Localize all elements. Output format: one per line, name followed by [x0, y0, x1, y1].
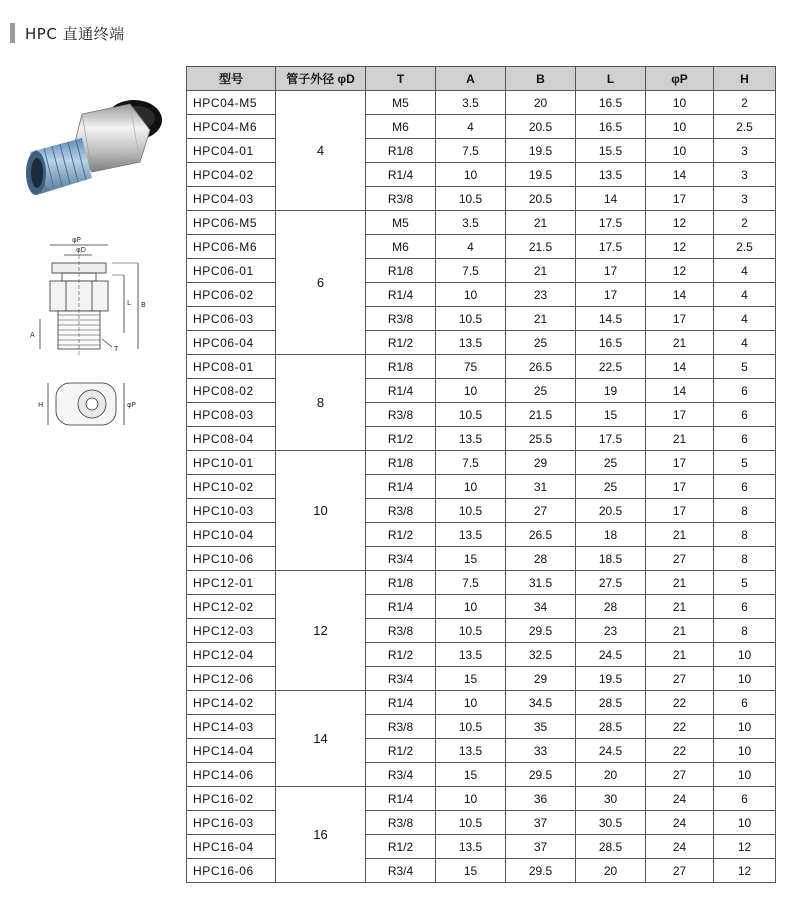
- cell-A: 15: [436, 763, 506, 787]
- cell-T: R3/4: [366, 547, 436, 571]
- cell-H: 10: [714, 763, 776, 787]
- table-row: [187, 643, 776, 667]
- cell-phiP: 21: [646, 427, 714, 451]
- cell-L: 16.5: [576, 91, 646, 115]
- cell-tube-diameter: 4: [276, 91, 366, 211]
- cell-T: M5: [366, 211, 436, 235]
- cell-H: 6: [714, 379, 776, 403]
- table-row: [187, 499, 776, 523]
- cell-T: R1/2: [366, 331, 436, 355]
- cell-phiP: 21: [646, 571, 714, 595]
- cell-A: 10: [436, 475, 506, 499]
- cell-H: 2: [714, 211, 776, 235]
- cell-phiP: 21: [646, 643, 714, 667]
- cell-T: M6: [366, 115, 436, 139]
- cell-B: 26.5: [506, 355, 576, 379]
- cell-L: 16.5: [576, 331, 646, 355]
- cell-L: 17.5: [576, 211, 646, 235]
- page-title: [10, 22, 125, 44]
- cell-H: 10: [714, 667, 776, 691]
- cell-H: 10: [714, 715, 776, 739]
- cell-model: HPC14-04: [187, 739, 276, 763]
- table-row: [187, 451, 776, 475]
- cell-L: 23: [576, 619, 646, 643]
- table-row: [187, 403, 776, 427]
- table-row: [187, 835, 776, 859]
- table-row: [187, 355, 776, 379]
- table-row: [187, 91, 776, 115]
- title-text: HPC 直通终端: [25, 24, 125, 43]
- cell-model: HPC06-02: [187, 283, 276, 307]
- cell-model: HPC12-01: [187, 571, 276, 595]
- cell-A: 7.5: [436, 571, 506, 595]
- cell-L: 22.5: [576, 355, 646, 379]
- cell-phiP: 12: [646, 211, 714, 235]
- cell-B: 25: [506, 379, 576, 403]
- cell-T: M6: [366, 235, 436, 259]
- cell-model: HPC04-01: [187, 139, 276, 163]
- cell-T: R1/2: [366, 523, 436, 547]
- table-row: [187, 691, 776, 715]
- cell-H: 3: [714, 187, 776, 211]
- cell-B: 37: [506, 835, 576, 859]
- cell-model: HPC08-01: [187, 355, 276, 379]
- dim-label-phiP: φP: [72, 236, 81, 244]
- cell-tube-diameter: 6: [276, 211, 366, 355]
- cell-A: 13.5: [436, 835, 506, 859]
- cell-L: 24.5: [576, 643, 646, 667]
- cell-model: HPC16-03: [187, 811, 276, 835]
- dim-label-B: B: [141, 301, 146, 309]
- cell-B: 20: [506, 91, 576, 115]
- cell-T: R3/8: [366, 307, 436, 331]
- cell-model: HPC08-02: [187, 379, 276, 403]
- cell-T: R1/2: [366, 835, 436, 859]
- cell-B: 21.5: [506, 235, 576, 259]
- cell-B: 20.5: [506, 187, 576, 211]
- cell-tube-diameter: 12: [276, 571, 366, 691]
- cell-H: 4: [714, 307, 776, 331]
- table-row: [187, 331, 776, 355]
- cell-T: R1/4: [366, 595, 436, 619]
- cell-H: 6: [714, 595, 776, 619]
- cell-B: 19.5: [506, 139, 576, 163]
- table-row: [187, 283, 776, 307]
- table-row: [187, 115, 776, 139]
- cell-L: 28: [576, 595, 646, 619]
- cell-model: HPC06-M6: [187, 235, 276, 259]
- cell-T: R1/4: [366, 379, 436, 403]
- cell-T: R1/8: [366, 259, 436, 283]
- cell-model: HPC06-03: [187, 307, 276, 331]
- cell-L: 14.5: [576, 307, 646, 331]
- cell-phiP: 24: [646, 787, 714, 811]
- cell-model: HPC16-04: [187, 835, 276, 859]
- cell-A: 10.5: [436, 187, 506, 211]
- cell-T: R1/4: [366, 787, 436, 811]
- cell-A: 15: [436, 859, 506, 883]
- cell-H: 5: [714, 355, 776, 379]
- title-accent-bar: [10, 23, 15, 43]
- cell-model: HPC12-04: [187, 643, 276, 667]
- cell-phiP: 22: [646, 739, 714, 763]
- cell-T: R3/8: [366, 619, 436, 643]
- table-row: [187, 787, 776, 811]
- cell-B: 19.5: [506, 163, 576, 187]
- cell-L: 25: [576, 451, 646, 475]
- cell-phiP: 10: [646, 115, 714, 139]
- table-row: [187, 211, 776, 235]
- cell-phiP: 24: [646, 811, 714, 835]
- cell-H: 8: [714, 523, 776, 547]
- cell-tube-diameter: 16: [276, 787, 366, 883]
- cell-H: 6: [714, 403, 776, 427]
- cell-model: HPC04-M6: [187, 115, 276, 139]
- cell-B: 35: [506, 715, 576, 739]
- table-row: [187, 235, 776, 259]
- cell-model: HPC14-02: [187, 691, 276, 715]
- cell-L: 20: [576, 859, 646, 883]
- cell-L: 13.5: [576, 163, 646, 187]
- cell-B: 37: [506, 811, 576, 835]
- cell-L: 28.5: [576, 691, 646, 715]
- table-row: [187, 763, 776, 787]
- cell-B: 21: [506, 211, 576, 235]
- cell-tube-diameter: 8: [276, 355, 366, 451]
- cell-L: 30: [576, 787, 646, 811]
- cell-A: 10.5: [436, 403, 506, 427]
- cell-phiP: 17: [646, 499, 714, 523]
- cell-L: 18.5: [576, 547, 646, 571]
- cell-A: 10.5: [436, 811, 506, 835]
- cell-A: 7.5: [436, 139, 506, 163]
- cell-phiP: 27: [646, 547, 714, 571]
- table-row: [187, 859, 776, 883]
- cell-B: 21: [506, 307, 576, 331]
- cell-A: 13.5: [436, 331, 506, 355]
- cell-phiP: 12: [646, 259, 714, 283]
- cell-model: HPC06-04: [187, 331, 276, 355]
- cell-H: 2.5: [714, 115, 776, 139]
- cell-tube-diameter: 14: [276, 691, 366, 787]
- cell-T: R3/8: [366, 499, 436, 523]
- cell-H: 4: [714, 331, 776, 355]
- cell-T: R3/8: [366, 715, 436, 739]
- cell-model: HPC12-03: [187, 619, 276, 643]
- cell-A: 15: [436, 667, 506, 691]
- col-header-B: B: [506, 67, 576, 91]
- cell-A: 13.5: [436, 427, 506, 451]
- dim-label-A: A: [30, 331, 35, 339]
- cell-A: 13.5: [436, 643, 506, 667]
- cell-H: 5: [714, 571, 776, 595]
- cell-H: 6: [714, 691, 776, 715]
- cell-A: 7.5: [436, 259, 506, 283]
- cell-L: 30.5: [576, 811, 646, 835]
- cell-phiP: 22: [646, 691, 714, 715]
- table-row: [187, 595, 776, 619]
- table-row: [187, 715, 776, 739]
- cell-model: HPC04-03: [187, 187, 276, 211]
- cell-L: 17: [576, 259, 646, 283]
- cell-L: 16.5: [576, 115, 646, 139]
- cell-T: R1/8: [366, 355, 436, 379]
- cell-A: 13.5: [436, 523, 506, 547]
- cell-phiP: 21: [646, 523, 714, 547]
- cell-A: 10: [436, 787, 506, 811]
- cell-L: 19: [576, 379, 646, 403]
- cell-phiP: 27: [646, 763, 714, 787]
- table-row: [187, 667, 776, 691]
- cell-H: 10: [714, 739, 776, 763]
- cell-H: 6: [714, 787, 776, 811]
- cell-B: 20.5: [506, 115, 576, 139]
- table-row: [187, 571, 776, 595]
- cell-H: 6: [714, 475, 776, 499]
- cell-A: 4: [436, 235, 506, 259]
- cell-L: 28.5: [576, 715, 646, 739]
- cell-L: 14: [576, 187, 646, 211]
- col-header-H: H: [714, 67, 776, 91]
- cell-phiP: 10: [646, 139, 714, 163]
- cell-T: M5: [366, 91, 436, 115]
- dim-label-L: L: [127, 299, 131, 307]
- table-row: [187, 427, 776, 451]
- cell-model: HPC12-02: [187, 595, 276, 619]
- cell-phiP: 14: [646, 163, 714, 187]
- cell-L: 15.5: [576, 139, 646, 163]
- cell-L: 28.5: [576, 835, 646, 859]
- cell-B: 34: [506, 595, 576, 619]
- cell-T: R1/2: [366, 427, 436, 451]
- col-header-phiP: φP: [646, 67, 714, 91]
- cell-A: 10.5: [436, 715, 506, 739]
- cell-B: 25.5: [506, 427, 576, 451]
- cell-B: 36: [506, 787, 576, 811]
- cell-T: R1/4: [366, 691, 436, 715]
- table-row: [187, 739, 776, 763]
- cell-H: 10: [714, 643, 776, 667]
- table-row: [187, 379, 776, 403]
- cell-B: 21: [506, 259, 576, 283]
- cell-L: 20: [576, 763, 646, 787]
- fitting-photo: [22, 90, 182, 210]
- cell-L: 17: [576, 283, 646, 307]
- dim-label-phiP-top: φP: [127, 401, 136, 409]
- cell-T: R3/4: [366, 763, 436, 787]
- cell-L: 24.5: [576, 739, 646, 763]
- cell-model: HPC16-02: [187, 787, 276, 811]
- cell-phiP: 10: [646, 91, 714, 115]
- col-header-diameter: 管子外径 φD: [276, 67, 366, 91]
- cell-B: 33: [506, 739, 576, 763]
- cell-H: 8: [714, 619, 776, 643]
- cell-H: 2.5: [714, 235, 776, 259]
- cell-model: HPC10-01: [187, 451, 276, 475]
- table-row: [187, 475, 776, 499]
- cell-B: 21.5: [506, 403, 576, 427]
- cell-B: 28: [506, 547, 576, 571]
- cell-B: 27: [506, 499, 576, 523]
- table-row: [187, 163, 776, 187]
- table-body: [187, 91, 776, 883]
- cell-T: R3/4: [366, 859, 436, 883]
- cell-H: 12: [714, 835, 776, 859]
- cell-B: 29.5: [506, 859, 576, 883]
- cell-L: 25: [576, 475, 646, 499]
- dim-label-phiD: φD: [76, 246, 87, 254]
- cell-T: R1/4: [366, 283, 436, 307]
- cell-model: HPC08-04: [187, 427, 276, 451]
- cell-T: R1/8: [366, 451, 436, 475]
- cell-phiP: 17: [646, 307, 714, 331]
- cell-model: HPC12-06: [187, 667, 276, 691]
- cell-B: 34.5: [506, 691, 576, 715]
- cell-T: R1/8: [366, 571, 436, 595]
- cell-B: 29: [506, 451, 576, 475]
- cell-phiP: 17: [646, 451, 714, 475]
- cell-A: 4: [436, 115, 506, 139]
- cell-phiP: 27: [646, 667, 714, 691]
- cell-model: HPC14-03: [187, 715, 276, 739]
- cell-B: 29.5: [506, 763, 576, 787]
- cell-T: R1/2: [366, 643, 436, 667]
- cell-B: 23: [506, 283, 576, 307]
- dimension-drawing-top: [30, 375, 170, 435]
- cell-B: 29: [506, 667, 576, 691]
- cell-H: 12: [714, 859, 776, 883]
- cell-model: HPC06-01: [187, 259, 276, 283]
- cell-A: 7.5: [436, 451, 506, 475]
- cell-H: 2: [714, 91, 776, 115]
- cell-phiP: 17: [646, 187, 714, 211]
- cell-B: 31.5: [506, 571, 576, 595]
- cell-A: 10: [436, 595, 506, 619]
- cell-model: HPC04-02: [187, 163, 276, 187]
- col-header-model: 型号: [187, 67, 276, 91]
- cell-L: 18: [576, 523, 646, 547]
- cell-model: HPC10-03: [187, 499, 276, 523]
- cell-B: 31: [506, 475, 576, 499]
- cell-phiP: 17: [646, 475, 714, 499]
- cell-model: HPC04-M5: [187, 91, 276, 115]
- table-row: [187, 619, 776, 643]
- table-row: [187, 811, 776, 835]
- table-row: [187, 187, 776, 211]
- cell-L: 17.5: [576, 427, 646, 451]
- cell-A: 10: [436, 379, 506, 403]
- cell-T: R3/8: [366, 811, 436, 835]
- cell-A: 75: [436, 355, 506, 379]
- table-row: [187, 547, 776, 571]
- table-row: [187, 523, 776, 547]
- cell-model: HPC10-06: [187, 547, 276, 571]
- cell-tube-diameter: 10: [276, 451, 366, 571]
- cell-T: R3/4: [366, 667, 436, 691]
- cell-T: R1/2: [366, 739, 436, 763]
- cell-model: HPC16-06: [187, 859, 276, 883]
- dim-label-T: T: [114, 345, 119, 353]
- cell-T: R3/8: [366, 403, 436, 427]
- dimension-drawing-side: [28, 235, 178, 365]
- cell-phiP: 17: [646, 403, 714, 427]
- cell-model: HPC10-04: [187, 523, 276, 547]
- cell-L: 15: [576, 403, 646, 427]
- cell-phiP: 24: [646, 835, 714, 859]
- table-row: [187, 259, 776, 283]
- cell-phiP: 22: [646, 715, 714, 739]
- cell-model: HPC10-02: [187, 475, 276, 499]
- cell-phiP: 27: [646, 859, 714, 883]
- cell-A: 10.5: [436, 619, 506, 643]
- cell-A: 3.5: [436, 211, 506, 235]
- spec-table: [186, 66, 776, 883]
- cell-model: HPC08-03: [187, 403, 276, 427]
- cell-H: 6: [714, 427, 776, 451]
- col-header-L: L: [576, 67, 646, 91]
- cell-B: 29.5: [506, 619, 576, 643]
- cell-H: 3: [714, 163, 776, 187]
- cell-phiP: 12: [646, 235, 714, 259]
- cell-T: R1/4: [366, 163, 436, 187]
- cell-B: 25: [506, 331, 576, 355]
- cell-H: 4: [714, 259, 776, 283]
- cell-phiP: 21: [646, 619, 714, 643]
- cell-H: 8: [714, 499, 776, 523]
- table-header-row: [187, 67, 776, 91]
- cell-H: 8: [714, 547, 776, 571]
- cell-A: 10.5: [436, 307, 506, 331]
- cell-phiP: 14: [646, 355, 714, 379]
- cell-A: 10: [436, 163, 506, 187]
- cell-A: 3.5: [436, 91, 506, 115]
- cell-phiP: 14: [646, 283, 714, 307]
- cell-B: 26.5: [506, 523, 576, 547]
- cell-B: 32.5: [506, 643, 576, 667]
- cell-H: 10: [714, 811, 776, 835]
- cell-T: R3/8: [366, 187, 436, 211]
- cell-A: 15: [436, 547, 506, 571]
- col-header-A: A: [436, 67, 506, 91]
- cell-T: R1/8: [366, 139, 436, 163]
- cell-phiP: 14: [646, 379, 714, 403]
- cell-L: 27.5: [576, 571, 646, 595]
- table-row: [187, 139, 776, 163]
- col-header-T: T: [366, 67, 436, 91]
- cell-A: 10: [436, 691, 506, 715]
- cell-H: 4: [714, 283, 776, 307]
- cell-A: 10: [436, 283, 506, 307]
- cell-A: 10.5: [436, 499, 506, 523]
- table-row: [187, 307, 776, 331]
- cell-phiP: 21: [646, 331, 714, 355]
- cell-phiP: 21: [646, 595, 714, 619]
- cell-H: 3: [714, 139, 776, 163]
- cell-model: HPC06-M5: [187, 211, 276, 235]
- cell-T: R1/4: [366, 475, 436, 499]
- cell-L: 17.5: [576, 235, 646, 259]
- dim-label-H: H: [38, 401, 44, 409]
- cell-L: 19.5: [576, 667, 646, 691]
- cell-H: 5: [714, 451, 776, 475]
- cell-model: HPC14-06: [187, 763, 276, 787]
- cell-A: 13.5: [436, 739, 506, 763]
- cell-L: 20.5: [576, 499, 646, 523]
